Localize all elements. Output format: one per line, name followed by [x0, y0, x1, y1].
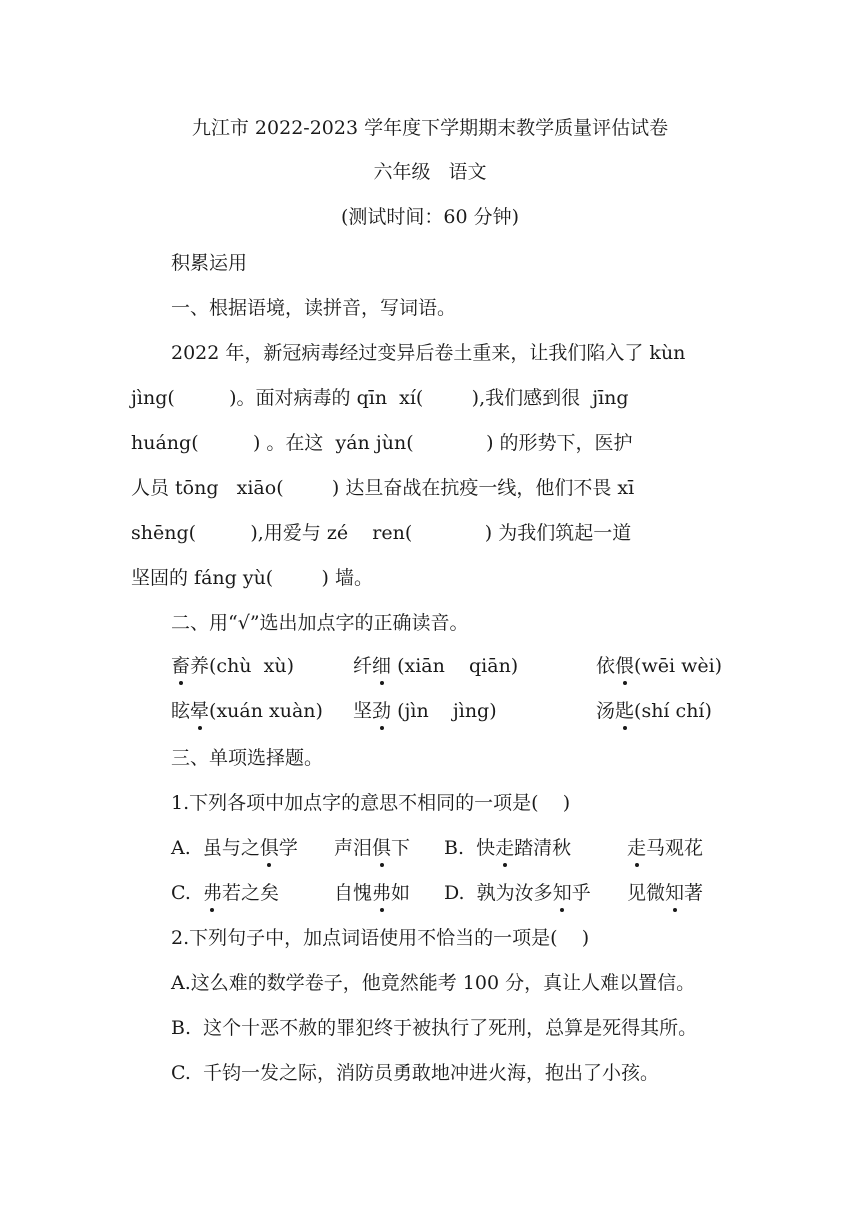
- dotted-char: 弗: [372, 882, 392, 904]
- dotted-char: 俱: [372, 837, 392, 859]
- q2-item: 纤细 (xiān qiān): [353, 655, 519, 677]
- section-heading: 积累运用: [171, 252, 248, 274]
- q1-passage-line: shēng( ),用爱与 zé ren( ) 为我们筑起一道: [131, 522, 632, 544]
- dotted-char: 知: [552, 882, 572, 904]
- q1-passage-line: 坚固的 fáng yù( ) 墙。: [131, 567, 373, 589]
- dotted-char: 偎: [615, 655, 635, 677]
- q2-item: 坚劲 (jìn jìng): [353, 700, 497, 722]
- dotted-char: 畜: [171, 655, 191, 677]
- q1-passage-line: huáng( ) 。在这 yán jùn( ) 的形势下，医护: [131, 432, 633, 454]
- dotted-char: 细: [372, 655, 392, 677]
- dotted-char: 俱: [259, 837, 279, 859]
- q1-passage-line: 2022 年，新冠病毒经过变异后卷土重来，让我们陷入了 kùn: [171, 342, 686, 364]
- q3-1-option-d-pair: 见微知著: [627, 882, 704, 904]
- test-duration: (测试时间：60 分钟): [340, 206, 520, 228]
- exam-title: 九江市 2022-2023 学年度下学期期末教学质量评估试卷: [191, 117, 669, 139]
- dotted-char: 匙: [615, 700, 635, 722]
- q3-1-stem: 1.下列各项中加点字的意思不相同的一项是( ): [171, 792, 571, 814]
- q1-heading: 一、根据语境，读拼音，写词语。: [171, 297, 457, 319]
- q3-1-option-a-pair: 声泪俱下: [334, 837, 411, 859]
- dotted-char: 弗: [202, 882, 222, 904]
- q3-2-option: C. 千钧一发之际，消防员勇敢地冲进火海，抱出了小孩。: [171, 1062, 659, 1084]
- dotted-char: 走: [627, 837, 647, 859]
- q3-1-option-c-pair: 自愧弗如: [334, 882, 411, 904]
- q3-1-option-c: C. 弗若之矣: [171, 882, 280, 904]
- dotted-char: 晕: [190, 700, 210, 722]
- q2-item: 汤匙(shí chí): [596, 700, 712, 722]
- q3-1-option-b-pair: 走马观花: [627, 837, 704, 859]
- q1-passage-line: jìng( )。面对病毒的 qīn xí( ),我们感到很 jīng: [131, 387, 629, 409]
- q1-passage-line: 人员 tōng xiāo( ) 达旦奋战在抗疫一线，他们不畏 xī: [131, 477, 635, 499]
- q3-1-option-a: A. 虽与之俱学: [171, 837, 298, 859]
- q3-1-option-b: B. 快走踏清秋: [444, 837, 572, 859]
- q3-1-option-d: D. 孰为汝多知乎: [444, 882, 591, 904]
- q3-2-option: B. 这个十恶不赦的罪犯终于被执行了死刑，总算是死得其所。: [171, 1017, 698, 1039]
- grade-subject: 六年级 语文: [373, 161, 487, 183]
- dotted-char: 知: [665, 882, 685, 904]
- q3-2-option: A.这么难的数学卷子，他竟然能考 100 分，真让人难以置信。: [171, 972, 696, 994]
- q3-heading: 三、单项选择题。: [171, 747, 324, 769]
- q2-item: 眩晕(xuán xuàn): [171, 700, 323, 722]
- q2-item: 畜养(chù xù): [171, 655, 294, 677]
- q3-2-stem: 2.下列句子中，加点词语使用不恰当的一项是( ): [171, 927, 590, 949]
- q2-heading: 二、用“√”选出加点字的正确读音。: [171, 612, 469, 634]
- q2-item: 依偎(wēi wèi): [596, 655, 723, 677]
- dotted-char: 走: [495, 837, 515, 859]
- dotted-char: 劲: [372, 700, 392, 722]
